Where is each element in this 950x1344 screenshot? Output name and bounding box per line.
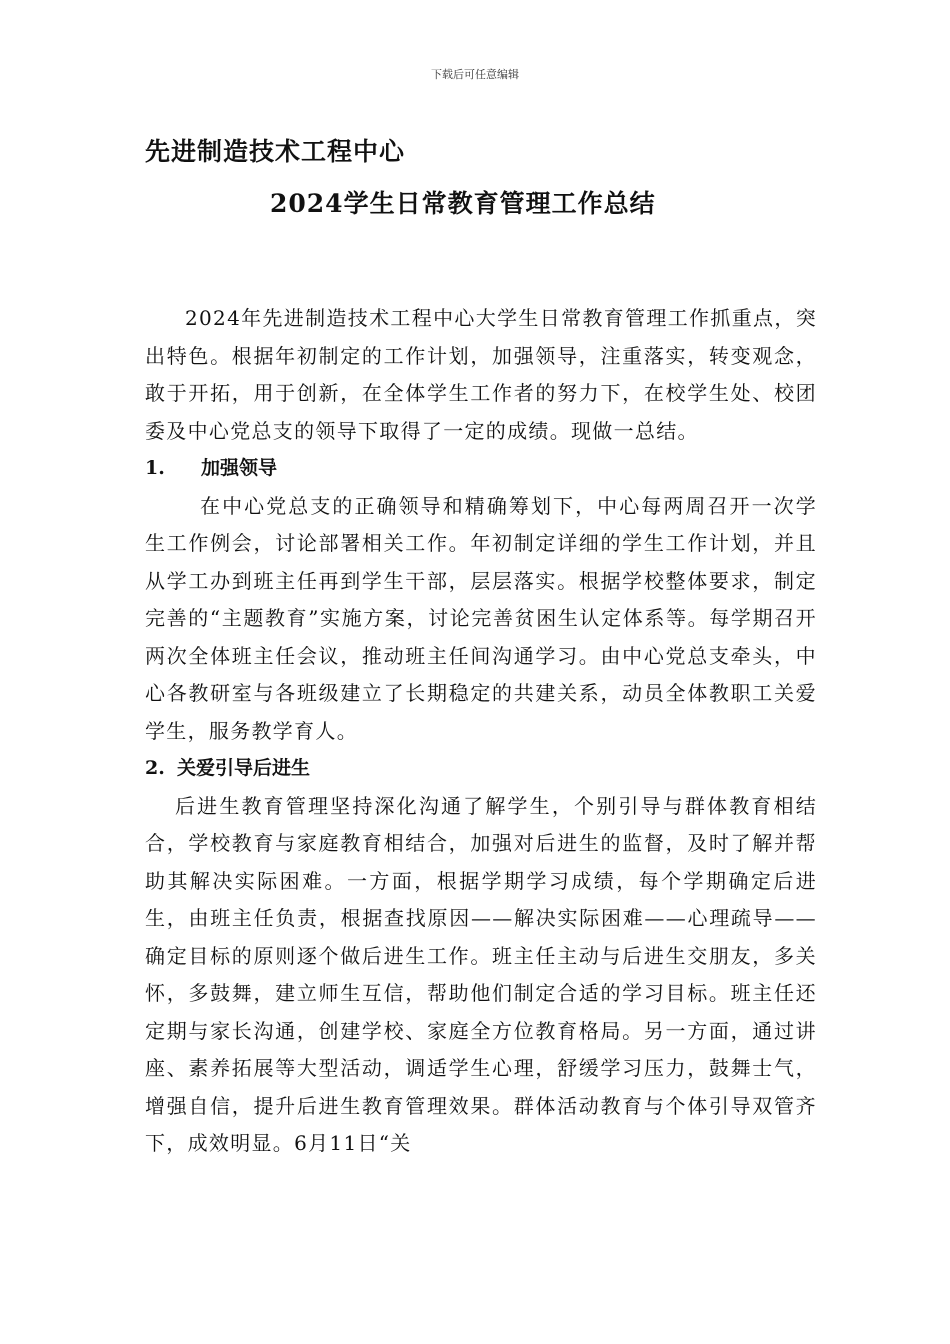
- section2-heading: [145, 750, 817, 788]
- document-title-line1: 先进制造技术工程中心: [145, 137, 406, 166]
- intro-paragraph: 2024年先进制造技术工程中心大学生日常教育管理工作抓重点，突出特色。根据年初制定的工作计划，加强领导，注重落实，转变观念，敢于开拓，用于创新，在全体学生工作者的努力下，在校学生处、校团委及中心党总支的领导下取得了一定的成绩。现做一总结。: [145, 306, 817, 443]
- section2-number: 2.: [145, 757, 165, 779]
- section1-title: 加强领导: [201, 457, 278, 479]
- section1-heading: [145, 450, 817, 488]
- page-header-note: 下载后可任意编辑: [431, 68, 519, 81]
- section2-paragraph: 后进生教育管理坚持深化沟通了解学生，个别引导与群体教育相结合，学校教育与家庭教育相结合，加强对后进生的监督，及时了解并帮助其解决实际困难。一方面，根据学期学习成绩，每个学期确定后进生，由班主任负责，根据查找原因——解决实际困难——心理疏导——确定目标的原则逐个做后进生工作。班主任主动与后进生交朋友，多关怀，多鼓舞，建立师生互信，帮助他们制定合适的学习目标。班主任还定期与家长沟通，创建学校、家庭全方位教育格局。另一方面，通过讲座、素养拓展等大型活动，调适学生心理，舒缓学习压力，鼓舞士气，增强自信，提升后进生教育管理效果。群体活动教育与个体引导双管齐下，成效明显。6月11日“关: [145, 793, 817, 1155]
- document-title-line2: 2024学生日常教育管理工作总结: [270, 189, 656, 218]
- section1-paragraph: 在中心党总支的正确领导和精确筹划下，中心每两周召开一次学生工作例会，讨论部署相关工作。年初制定详细的学生工作计划，并且从学工办到班主任再到学生干部，层层落实。根据学校整体要求，制定完善的“主题教育”实施方案，讨论完善贫困生认定体系等。每学期召开两次全体班主任会议，推动班主任间沟通学习。由中心党总支牵头，中心各教研室与各班级建立了长期稳定的共建关系，动员全体教职工关爱学生，服务教学育人。: [145, 493, 817, 743]
- document-body: [145, 300, 817, 1163]
- section1-number: 1.: [145, 457, 165, 479]
- section2-title: 关爱引导后进生: [177, 757, 311, 779]
